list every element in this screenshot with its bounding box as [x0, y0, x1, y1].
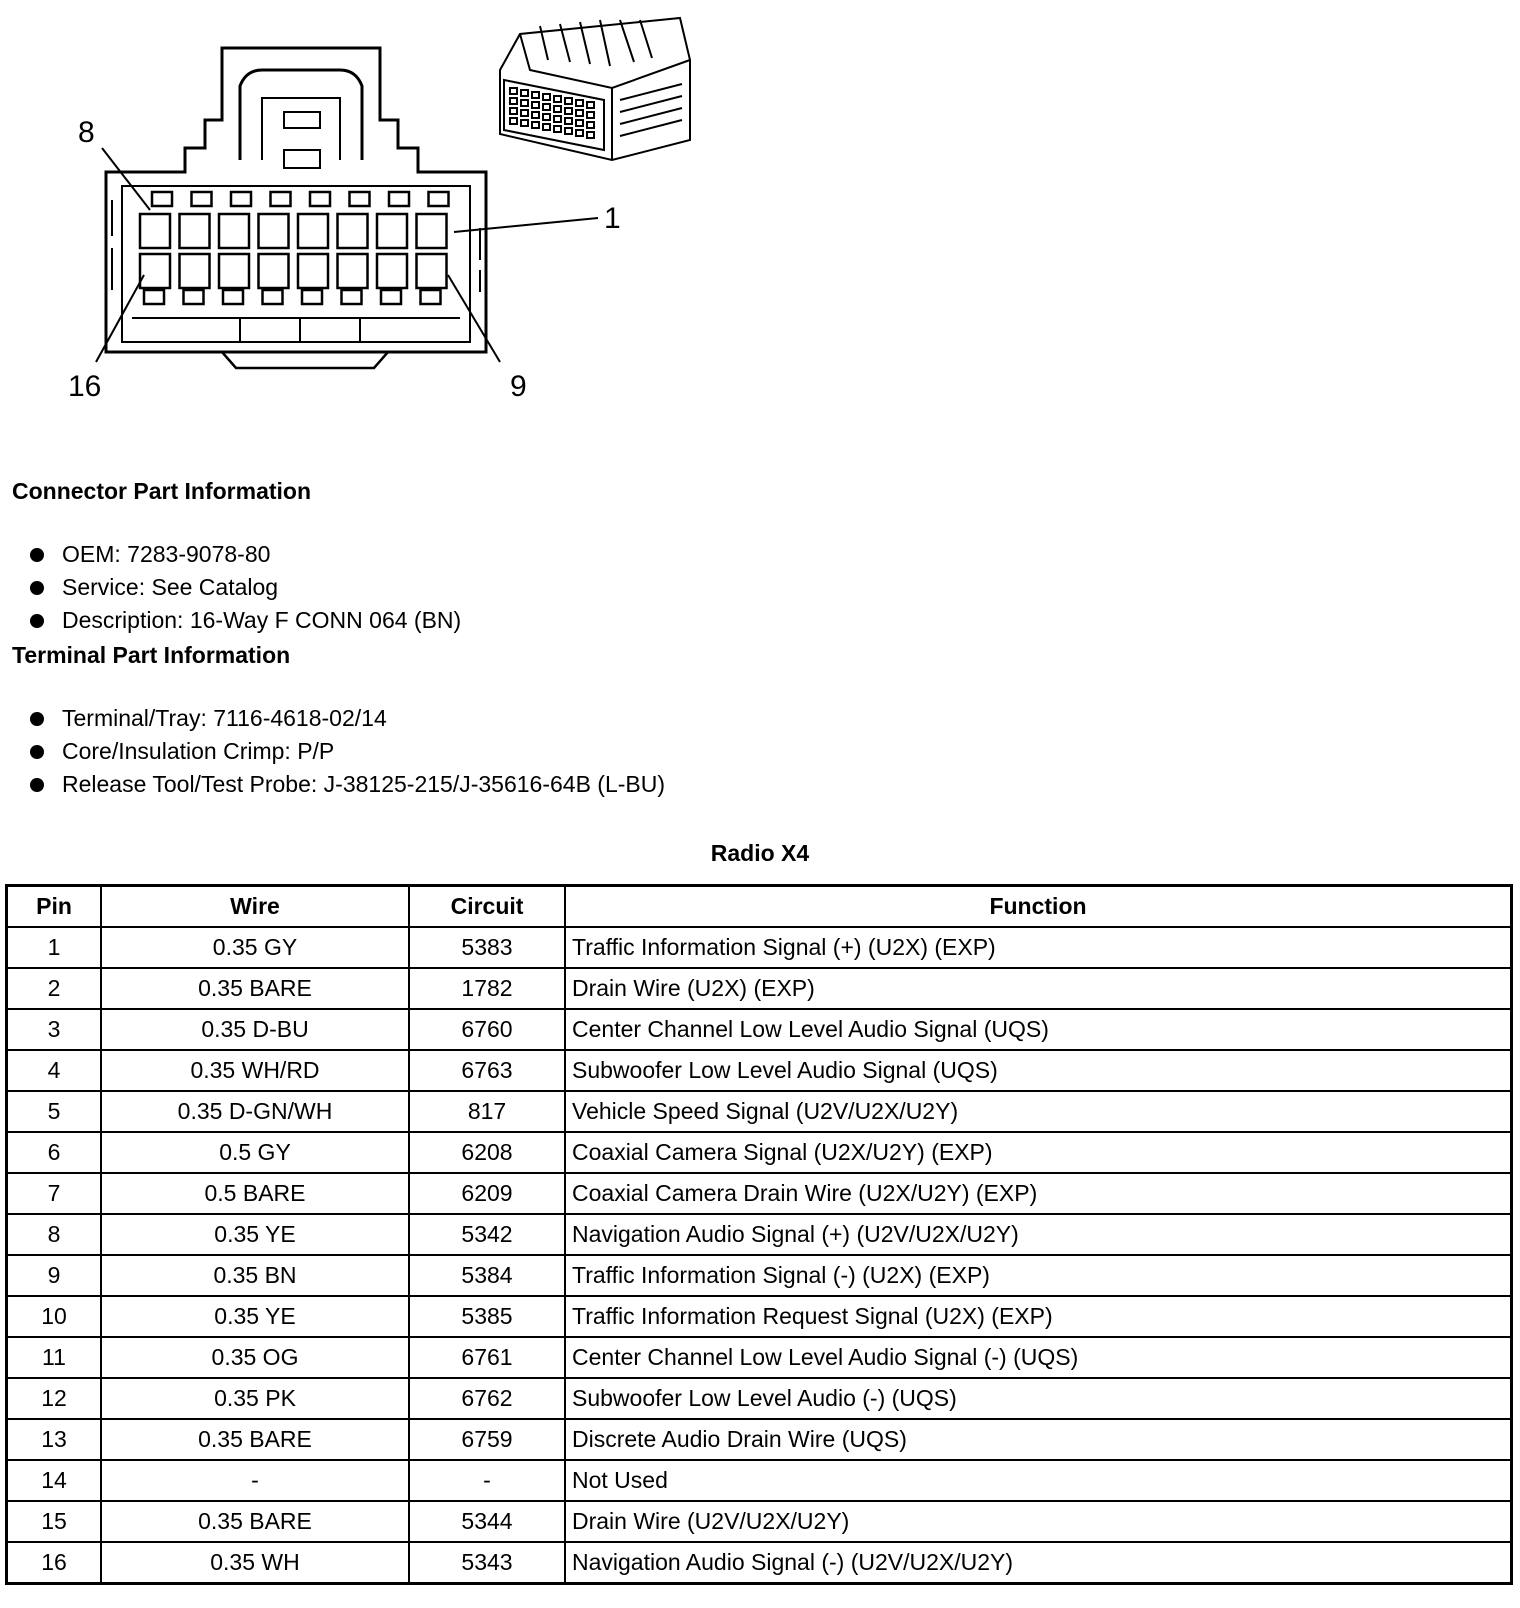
- cell-pin: 9: [7, 1255, 102, 1296]
- cell-function: Traffic Information Signal (-) (U2X) (EXP): [565, 1255, 1512, 1296]
- isometric-pin-hole: [554, 116, 561, 122]
- isometric-pin-hole: [532, 92, 539, 98]
- isometric-pin-hole: [532, 102, 539, 108]
- cell-wire: 0.5 GY: [101, 1132, 409, 1173]
- terminal-info-list: [30, 702, 665, 801]
- bottom-window: [184, 290, 204, 304]
- isometric-pin-hole: [576, 100, 583, 106]
- table-title: Radio X4: [710, 840, 810, 866]
- table-row: [7, 968, 1512, 1009]
- table-row: [7, 1542, 1512, 1584]
- cell-pin: 12: [7, 1378, 102, 1419]
- pin-cavity: [259, 254, 289, 288]
- connector-diagram: [0, 0, 720, 440]
- cell-pin: 1: [7, 927, 102, 968]
- cell-circuit: 5342: [409, 1214, 565, 1255]
- cell-circuit: 817: [409, 1091, 565, 1132]
- pin-cavity: [219, 254, 249, 288]
- bottom-window: [144, 290, 164, 304]
- cell-function: Navigation Audio Signal (+) (U2V/U2X/U2Y): [565, 1214, 1512, 1255]
- table-row: [7, 1337, 1512, 1378]
- cell-wire: 0.35 YE: [101, 1296, 409, 1337]
- cell-function: Navigation Audio Signal (-) (U2V/U2X/U2Y): [565, 1542, 1512, 1584]
- leader-pin-8: [102, 148, 150, 210]
- isometric-pin-hole: [543, 104, 550, 110]
- cell-circuit: 5343: [409, 1542, 565, 1584]
- pin-cavity: [140, 254, 170, 288]
- table-row: [7, 1501, 1512, 1542]
- isometric-pin-hole: [565, 108, 572, 114]
- cell-function: Not Used: [565, 1460, 1512, 1501]
- isometric-pin-hole: [554, 96, 561, 102]
- cell-circuit: 5383: [409, 927, 565, 968]
- pin-cavity: [417, 214, 447, 248]
- table-row: [7, 1460, 1512, 1501]
- isometric-pin-hole: [521, 110, 528, 116]
- cell-circuit: 6760: [409, 1009, 565, 1050]
- cell-wire: 0.5 BARE: [101, 1173, 409, 1214]
- cell-function: Drain Wire (U2X) (EXP): [565, 968, 1512, 1009]
- top-window: [271, 192, 291, 206]
- table-row: [7, 1419, 1512, 1460]
- bottom-window: [421, 290, 441, 304]
- isometric-pin-hole: [532, 122, 539, 128]
- cell-pin: 4: [7, 1050, 102, 1091]
- cell-wire: 0.35 WH: [101, 1542, 409, 1584]
- cell-wire: 0.35 OG: [101, 1337, 409, 1378]
- cell-wire: 0.35 GY: [101, 927, 409, 968]
- isometric-pin-hole: [532, 112, 539, 118]
- cell-circuit: 6208: [409, 1132, 565, 1173]
- top-window: [429, 192, 449, 206]
- top-window: [389, 192, 409, 206]
- connector-info-title: Connector Part Information: [12, 478, 312, 504]
- isometric-pin-hole: [510, 88, 517, 94]
- cell-circuit: 6759: [409, 1419, 565, 1460]
- isometric-pin-hole: [543, 94, 550, 100]
- cell-pin: 8: [7, 1214, 102, 1255]
- bottom-window: [302, 290, 322, 304]
- isometric-pin-hole: [565, 118, 572, 124]
- cell-wire: 0.35 BN: [101, 1255, 409, 1296]
- cell-function: Coaxial Camera Signal (U2X/U2Y) (EXP): [565, 1132, 1512, 1173]
- cell-circuit: 6762: [409, 1378, 565, 1419]
- cell-wire: 0.35 D-BU: [101, 1009, 409, 1050]
- isometric-pin-hole: [554, 126, 561, 132]
- cell-circuit: 5385: [409, 1296, 565, 1337]
- bullet-icon: [30, 548, 44, 562]
- isometric-pin-hole: [510, 118, 517, 124]
- header-wire: Wire: [101, 886, 409, 928]
- pin-cavity: [180, 214, 210, 248]
- isometric-pin-hole: [576, 120, 583, 126]
- pin-cavity: [377, 214, 407, 248]
- list-item: Description: 16-Way F CONN 064 (BN): [30, 604, 461, 637]
- table-row: [7, 927, 1512, 968]
- isometric-pin-hole: [521, 100, 528, 106]
- header-circuit: Circuit: [409, 886, 565, 928]
- cell-function: Subwoofer Low Level Audio (-) (UQS): [565, 1378, 1512, 1419]
- pinout-table: [5, 884, 1513, 1585]
- cell-function: Vehicle Speed Signal (U2V/U2X/U2Y): [565, 1091, 1512, 1132]
- list-item: Core/Insulation Crimp: P/P: [30, 735, 665, 768]
- table-body: [7, 927, 1512, 1584]
- pin-cavity: [298, 254, 328, 288]
- pin-cavity: [140, 214, 170, 248]
- cell-circuit: -: [409, 1460, 565, 1501]
- pin-cavity: [298, 214, 328, 248]
- bullet-icon: [30, 778, 44, 792]
- cell-wire: 0.35 YE: [101, 1214, 409, 1255]
- cell-function: Coaxial Camera Drain Wire (U2X/U2Y) (EXP): [565, 1173, 1512, 1214]
- cell-function: Center Channel Low Level Audio Signal (-) (UQS): [565, 1337, 1512, 1378]
- isometric-pin-hole: [521, 90, 528, 96]
- top-window-row: [152, 192, 449, 206]
- table-row: [7, 1296, 1512, 1337]
- table-row: [7, 1173, 1512, 1214]
- bullet-icon: [30, 712, 44, 726]
- list-item: Service: See Catalog: [30, 571, 461, 604]
- cell-circuit: 1782: [409, 968, 565, 1009]
- cell-function: Drain Wire (U2V/U2X/U2Y): [565, 1501, 1512, 1542]
- isometric-pin-hole: [521, 120, 528, 126]
- table-row: [7, 1378, 1512, 1419]
- isometric-pin-hole: [565, 128, 572, 134]
- isometric-pin-hole: [510, 108, 517, 114]
- pin-cavity: [219, 214, 249, 248]
- list-item: Release Tool/Test Probe: J-38125-215/J-35616-64B (L-BU): [30, 768, 665, 801]
- cell-wire: 0.35 BARE: [101, 1419, 409, 1460]
- bottom-window: [223, 290, 243, 304]
- isometric-pin-hole: [587, 102, 594, 108]
- cavity-row-lower: [140, 254, 447, 288]
- isometric-pin-hole: [576, 110, 583, 116]
- cell-pin: 13: [7, 1419, 102, 1460]
- cell-wire: 0.35 BARE: [101, 968, 409, 1009]
- cell-wire: 0.35 WH/RD: [101, 1050, 409, 1091]
- pin-cavity: [338, 214, 368, 248]
- pin-cavity: [338, 254, 368, 288]
- cell-function: Center Channel Low Level Audio Signal (UQS): [565, 1009, 1512, 1050]
- cell-pin: 15: [7, 1501, 102, 1542]
- table-row: [7, 1091, 1512, 1132]
- top-window: [350, 192, 370, 206]
- bullet-icon: [30, 745, 44, 759]
- isometric-pin-hole: [543, 114, 550, 120]
- cell-pin: 6: [7, 1132, 102, 1173]
- top-window: [192, 192, 212, 206]
- table-row: [7, 1050, 1512, 1091]
- cell-pin: 10: [7, 1296, 102, 1337]
- isometric-pin-hole: [565, 98, 572, 104]
- table-row: [7, 1255, 1512, 1296]
- cell-circuit: 6763: [409, 1050, 565, 1091]
- top-window: [310, 192, 330, 206]
- bullet-icon: [30, 614, 44, 628]
- cell-function: Traffic Information Request Signal (U2X) (EXP): [565, 1296, 1512, 1337]
- callout-pin-8: 8: [78, 116, 95, 149]
- cell-pin: 7: [7, 1173, 102, 1214]
- terminal-info-title: Terminal Part Information: [12, 642, 291, 668]
- pin-cavity: [377, 254, 407, 288]
- callout-pin-16: 16: [68, 370, 102, 403]
- callout-pin-1: 1: [604, 202, 621, 235]
- header-pin: Pin: [7, 886, 102, 928]
- top-window: [231, 192, 251, 206]
- cavity-row-upper: [140, 214, 447, 248]
- cell-pin: 11: [7, 1337, 102, 1378]
- callout-pin-9: 9: [510, 370, 527, 403]
- table-row: [7, 1132, 1512, 1173]
- cell-circuit: 6761: [409, 1337, 565, 1378]
- cell-wire: 0.35 BARE: [101, 1501, 409, 1542]
- header-function: Function: [565, 886, 1512, 928]
- pin-cavity: [417, 254, 447, 288]
- cell-wire: -: [101, 1460, 409, 1501]
- cell-circuit: 6209: [409, 1173, 565, 1214]
- table-header-row: [7, 886, 1512, 928]
- cell-pin: 2: [7, 968, 102, 1009]
- isometric-pin-hole: [587, 132, 594, 138]
- pin-cavity: [180, 254, 210, 288]
- isometric-pin-hole: [587, 112, 594, 118]
- cell-function: Traffic Information Signal (+) (U2X) (EXP): [565, 927, 1512, 968]
- leader-pin-1: [454, 218, 598, 232]
- bullet-icon: [30, 581, 44, 595]
- cell-function: Subwoofer Low Level Audio Signal (UQS): [565, 1050, 1512, 1091]
- bottom-window: [263, 290, 283, 304]
- connector-info-list: [30, 538, 461, 637]
- table-row: [7, 1009, 1512, 1050]
- cell-circuit: 5384: [409, 1255, 565, 1296]
- isometric-pin-hole: [587, 122, 594, 128]
- isometric-pin-hole: [554, 106, 561, 112]
- cell-pin: 14: [7, 1460, 102, 1501]
- bottom-window-row: [144, 290, 441, 304]
- cell-pin: 5: [7, 1091, 102, 1132]
- cell-wire: 0.35 D-GN/WH: [101, 1091, 409, 1132]
- cell-pin: 16: [7, 1542, 102, 1584]
- bottom-window: [342, 290, 362, 304]
- cell-wire: 0.35 PK: [101, 1378, 409, 1419]
- list-item: OEM: 7283-9078-80: [30, 538, 461, 571]
- connector-isometric-illustration: [500, 18, 690, 160]
- table-row: [7, 1214, 1512, 1255]
- cell-pin: 3: [7, 1009, 102, 1050]
- isometric-pin-hole: [543, 124, 550, 130]
- isometric-pin-hole: [576, 130, 583, 136]
- bottom-window: [381, 290, 401, 304]
- cell-circuit: 5344: [409, 1501, 565, 1542]
- isometric-pin-hole: [510, 98, 517, 104]
- cell-function: Discrete Audio Drain Wire (UQS): [565, 1419, 1512, 1460]
- pin-cavity: [259, 214, 289, 248]
- top-window: [152, 192, 172, 206]
- list-item: Terminal/Tray: 7116-4618-02/14: [30, 702, 665, 735]
